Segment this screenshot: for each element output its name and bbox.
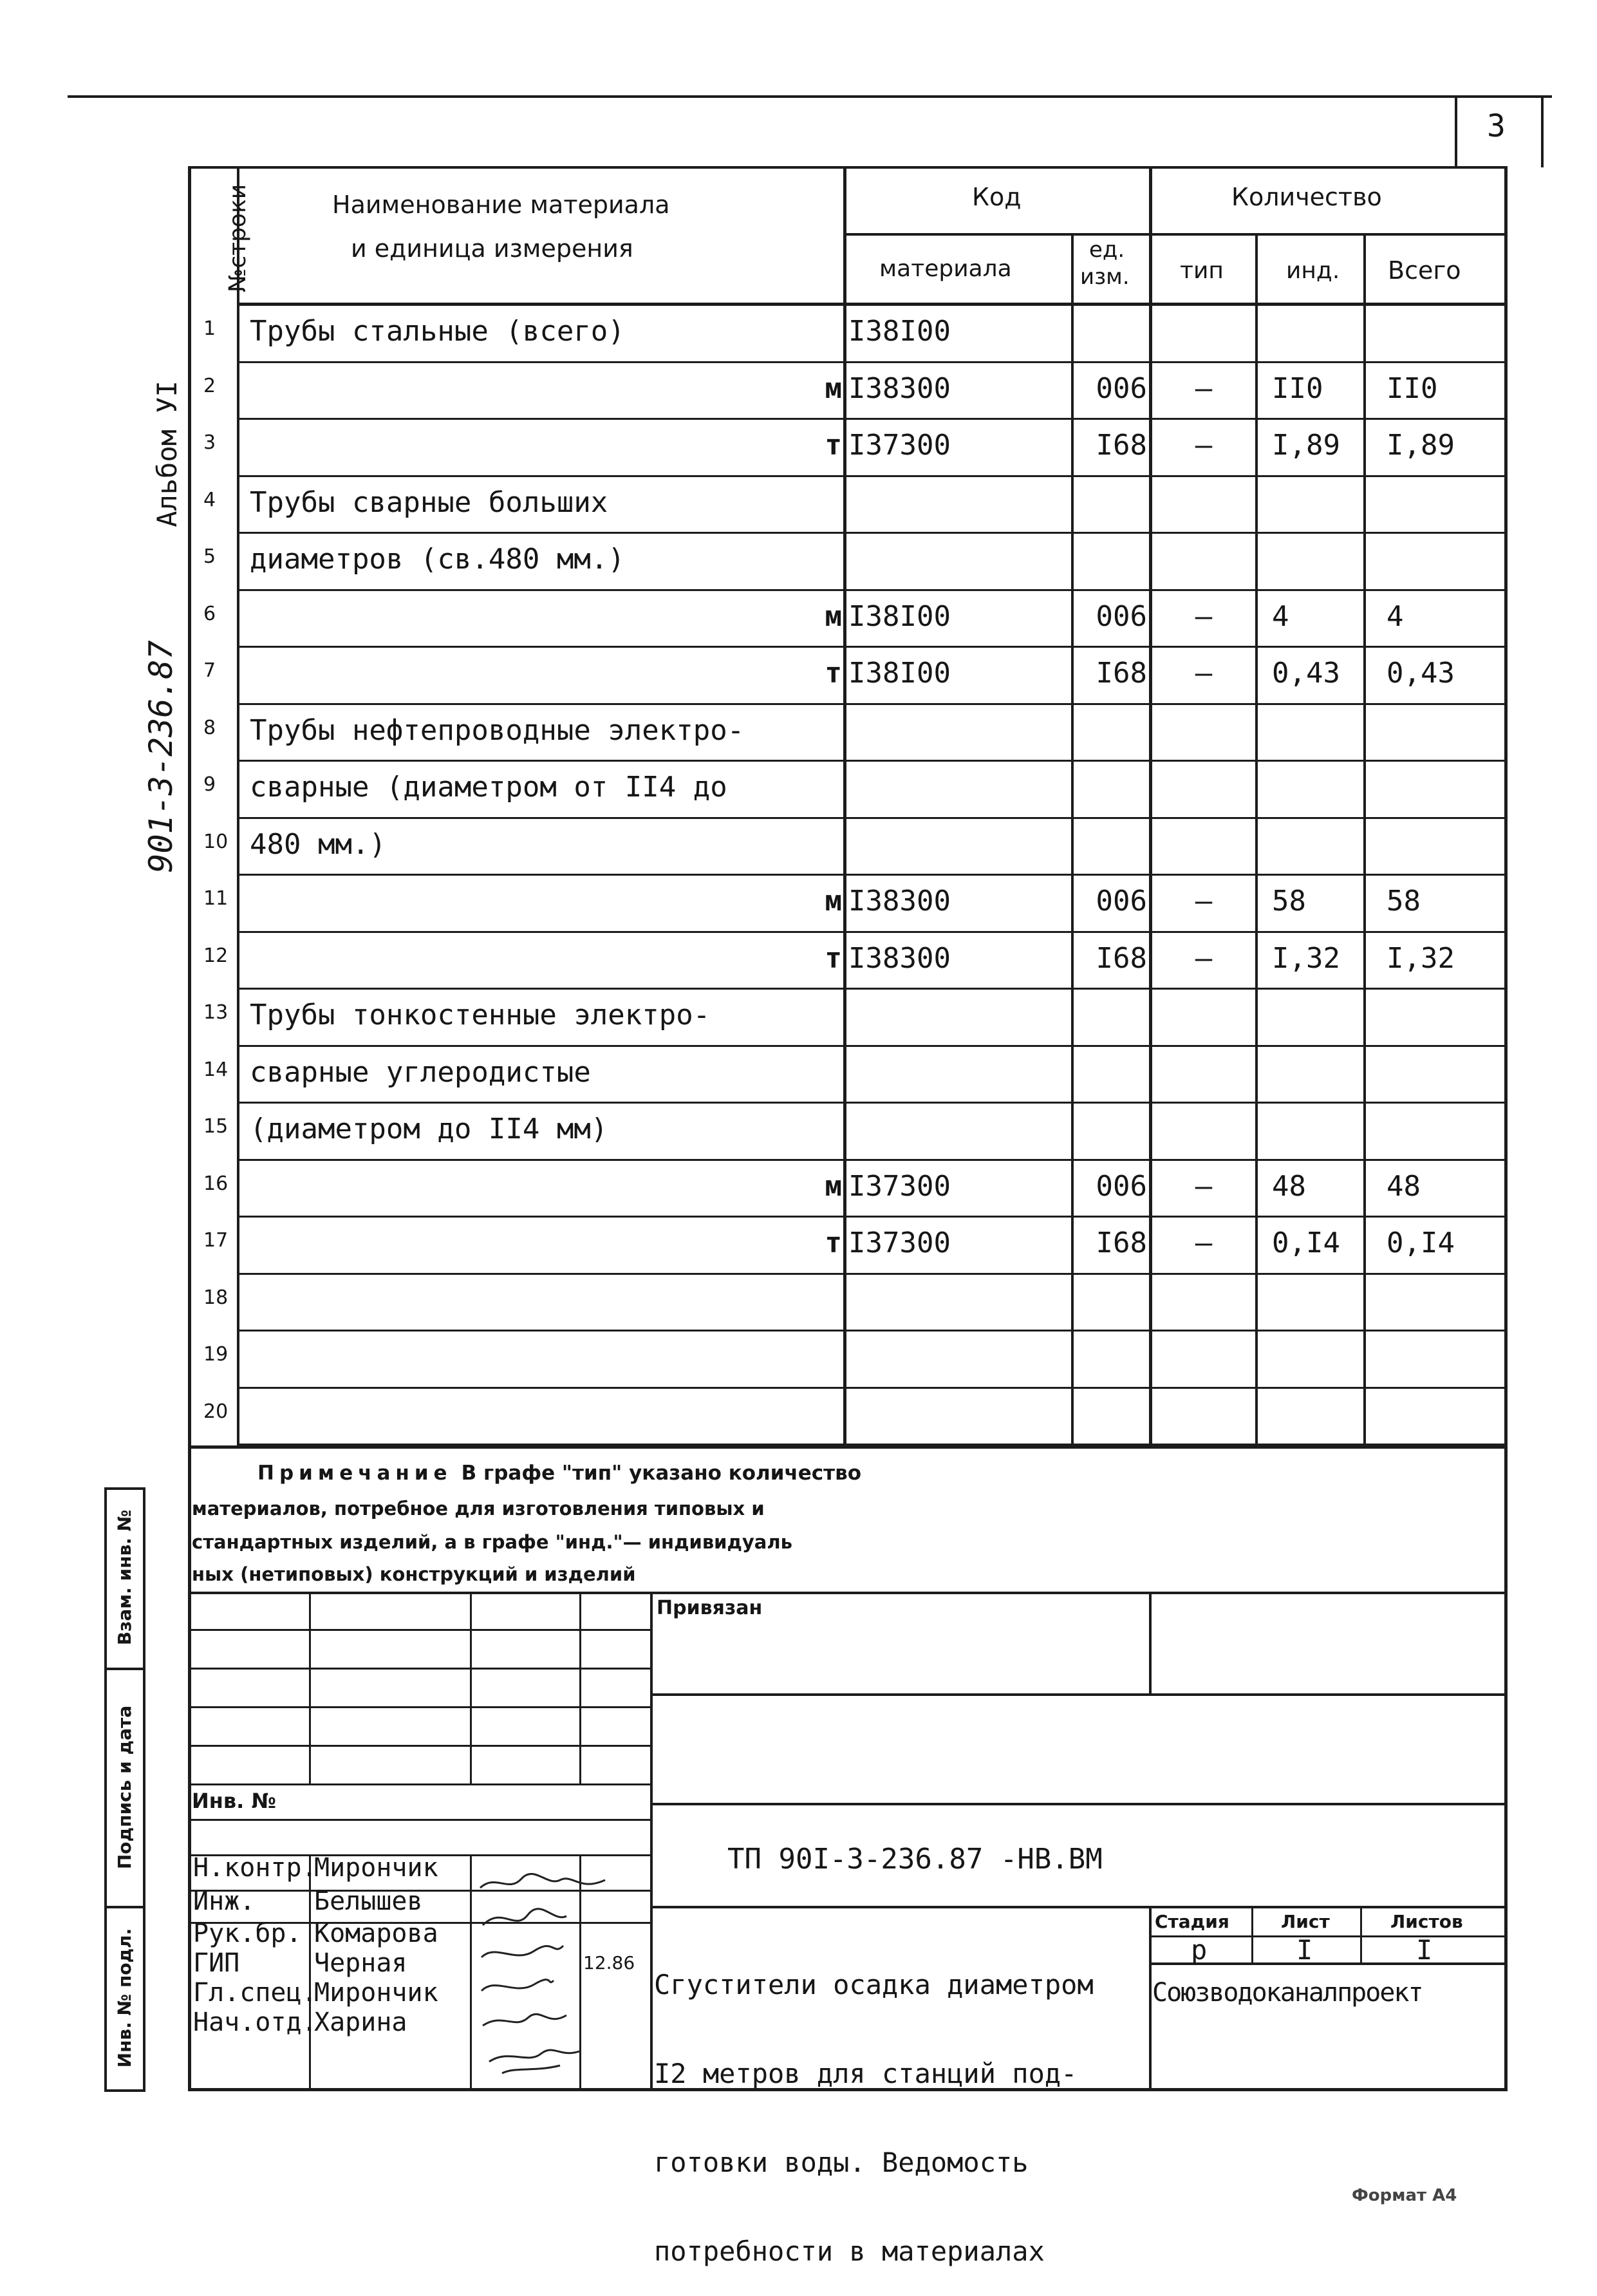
- cell-n: 11: [203, 887, 229, 910]
- cell-name: Трубы сварные больших: [250, 486, 608, 519]
- table-left-border: [188, 166, 191, 1454]
- cell-code: I38300: [848, 885, 951, 917]
- stamp-title-line1: Сгустители осадка диаметром: [654, 1969, 1094, 2000]
- stamp-vline-sheet: [1360, 1906, 1362, 1964]
- header-material: материала: [879, 256, 1012, 282]
- cell-n: 4: [203, 489, 216, 511]
- header-unit-line1: ед.: [1089, 237, 1125, 263]
- stamp-line-designation-top: [650, 1803, 1508, 1805]
- stamp-role: Гл.спец.: [193, 1978, 317, 2008]
- stamp-person-name: Мирончик: [314, 1853, 438, 1883]
- stamp-line-privyazan-top: [188, 1592, 1508, 1594]
- cell-code: I38300: [848, 942, 951, 975]
- row-divider: [237, 475, 1508, 477]
- stamp-vline-stage: [1251, 1906, 1253, 1964]
- cell-ucode: I68: [1096, 657, 1147, 690]
- cell-total: 0,43: [1387, 657, 1455, 690]
- cell-unit: м: [825, 372, 842, 405]
- top-border-line: [68, 95, 1552, 98]
- table-bottom-line: [188, 1445, 1508, 1449]
- row-divider: [237, 1159, 1508, 1161]
- cell-name: Трубы тонкостенные электро-: [250, 999, 711, 1031]
- row-divider: [237, 874, 1508, 876]
- row-divider: [237, 532, 1508, 534]
- stamp-inv-no: Инв. №: [192, 1789, 276, 1813]
- note-line2: материалов, потребное для изготовления типовых и: [192, 1498, 765, 1520]
- stamp-title-line3: готовки воды. Ведомость: [654, 2147, 1029, 2178]
- sig-vline-1-top: [309, 1592, 311, 1785]
- cell-total: I,32: [1387, 942, 1455, 975]
- cell-type: –: [1195, 885, 1213, 917]
- cell-n: 5: [203, 545, 216, 568]
- col-line-ind: [1363, 233, 1366, 1447]
- sig-hline-6: [188, 1819, 651, 1821]
- cell-ind: 58: [1272, 885, 1306, 917]
- cell-name: сварные (диаметром от II4 до: [250, 771, 727, 804]
- cell-code: I38I00: [848, 657, 951, 690]
- header-top-line: [188, 166, 1508, 169]
- margin-strip-top: [104, 1487, 145, 1490]
- cell-type: –: [1195, 1227, 1213, 1259]
- cell-n: 17: [203, 1229, 229, 1252]
- stamp-right-border: [1504, 1445, 1508, 2089]
- cell-n: 2: [203, 375, 216, 397]
- cell-n: 10: [203, 831, 229, 853]
- cell-ucode: I68: [1096, 1227, 1147, 1259]
- cell-ucode: I68: [1096, 429, 1147, 462]
- stamp-role: Инж.: [193, 1887, 256, 1916]
- cell-total: II0: [1387, 372, 1438, 405]
- sig-hline-1: [188, 1629, 651, 1631]
- note-label: Примечание: [257, 1462, 453, 1485]
- cell-name: диаметров (св.480 мм.): [250, 543, 625, 576]
- cell-name: Трубы стальные (всего): [250, 315, 625, 348]
- cell-unit: м: [825, 600, 842, 633]
- col-line-type: [1255, 233, 1258, 1447]
- stamp-role: ГИП: [193, 1948, 240, 1978]
- cell-unit: т: [825, 429, 842, 462]
- header-unit-line2: изм.: [1080, 264, 1130, 290]
- header-quantity: Количество: [1231, 183, 1382, 211]
- cell-n: 13: [203, 1001, 229, 1024]
- margin-strip-bottom: [104, 2089, 145, 2092]
- header-code: Код: [972, 183, 1022, 211]
- cell-unit: т: [825, 1227, 842, 1259]
- note-line1: [257, 1462, 861, 1485]
- stamp-privyazan: Привязан: [657, 1597, 763, 1619]
- cell-code: I37300: [848, 1227, 951, 1259]
- cell-code: I38I00: [848, 600, 951, 633]
- row-divider: [237, 988, 1508, 990]
- note-line3: стандартных изделий, а в графе "инд."— индивидуаль: [192, 1531, 792, 1553]
- note-text: В графе "тип" указано количество: [461, 1462, 862, 1485]
- row-divider: [237, 361, 1508, 363]
- sig-hline-2: [188, 1668, 651, 1670]
- cell-total: 4: [1387, 600, 1404, 633]
- header-name-line1: Наименование материала: [332, 191, 670, 219]
- header-type: тип: [1180, 258, 1224, 284]
- margin-strip-outer: [104, 1487, 107, 2091]
- margin-podpis-data: Подпись и дата: [114, 1705, 135, 1870]
- stamp-person-name: Мирончик: [314, 1978, 438, 2008]
- stamp-vline-title-org: [1149, 1906, 1152, 2089]
- cell-ind: I,89: [1272, 429, 1340, 462]
- row-divider: [237, 646, 1508, 648]
- cell-type: –: [1195, 600, 1213, 633]
- album-label: Альбом УI: [151, 381, 183, 527]
- header-row-number: №строки: [225, 183, 251, 293]
- cell-ind: II0: [1272, 372, 1323, 405]
- stamp-vline-main: [650, 1592, 653, 2089]
- stamp-vline-privyazan: [1149, 1592, 1152, 1695]
- header-bottom-line: [237, 303, 1508, 306]
- margin-strip-div1: [104, 1668, 145, 1670]
- cell-n: 20: [203, 1400, 229, 1423]
- row-divider: [237, 1387, 1508, 1389]
- cell-n: 15: [203, 1115, 229, 1138]
- col-line-unitcode: [1149, 166, 1152, 1447]
- cell-ind: 0,I4: [1272, 1227, 1340, 1259]
- row-divider: [237, 1330, 1508, 1331]
- margin-inv-podl: Инв. № подл.: [114, 1928, 135, 2068]
- stamp-role: Н.контр.: [193, 1853, 317, 1883]
- cell-name: (диаметром до II4 мм): [250, 1113, 608, 1145]
- cell-code: I37300: [848, 1170, 951, 1203]
- cell-type: –: [1195, 942, 1213, 975]
- cell-ucode: 006: [1096, 600, 1147, 633]
- header-total: Всего: [1388, 256, 1461, 285]
- stamp-organization: Союзводоканалпроект: [1152, 1978, 1423, 2008]
- col-line-code: [1071, 233, 1074, 1447]
- cell-n: 12: [203, 945, 229, 967]
- cell-code: I37300: [848, 429, 951, 462]
- stamp-sheet-label: Лист: [1281, 1911, 1330, 1932]
- cell-unit: м: [825, 1170, 842, 1203]
- cell-unit: м: [825, 885, 842, 917]
- cell-ucode: 006: [1096, 1170, 1147, 1203]
- format-label: Формат А4: [1352, 2186, 1457, 2205]
- cell-ind: 48: [1272, 1170, 1306, 1203]
- row-divider: [237, 760, 1508, 762]
- cell-n: 6: [203, 603, 216, 625]
- stamp-designation: ТП 90I-3-236.87 -НВ.ВМ: [727, 1843, 1103, 1876]
- cell-name: сварные углеродистые: [250, 1056, 591, 1089]
- cell-name: 480 мм.): [250, 828, 386, 861]
- cell-n: 9: [203, 773, 216, 796]
- stamp-date: 12.86: [583, 1952, 635, 1973]
- row-divider: [237, 1102, 1508, 1104]
- col-line-name: [843, 166, 846, 1447]
- stamp-sheet-value: I: [1296, 1934, 1313, 1966]
- page-number-box-right: [1541, 97, 1544, 167]
- cell-type: –: [1195, 429, 1213, 462]
- stamp-sheets-value: I: [1416, 1934, 1433, 1966]
- cell-ind: 4: [1272, 600, 1289, 633]
- sig-hline-5: [188, 1783, 651, 1785]
- stamp-title-line4: потребности в материалах: [654, 2235, 1045, 2267]
- cell-name: Трубы нефтепроводные электро-: [250, 714, 745, 747]
- stamp-title-line2: I2 метров для станций под-: [654, 2058, 1078, 2089]
- note-line4: ных (нетиповых) конструкций и изделий: [192, 1563, 636, 1585]
- stamp-title: [654, 1911, 1094, 2296]
- table-right-border: [1504, 166, 1508, 1454]
- cell-n: 18: [203, 1286, 229, 1309]
- sig-vline-3-top: [579, 1592, 581, 1785]
- stamp-left-border: [188, 1445, 191, 2089]
- row-divider: [237, 703, 1508, 705]
- sig-vline-2-bottom: [470, 1854, 472, 2089]
- stamp-line-designation-bottom: [650, 1906, 1508, 1908]
- cell-n: 7: [203, 659, 216, 682]
- header-name-line2: и единица измерения: [351, 234, 633, 263]
- cell-unit: т: [825, 657, 842, 690]
- page-number: 3: [1487, 108, 1506, 144]
- header-mid-line: [843, 233, 1508, 236]
- row-divider: [237, 1273, 1508, 1275]
- stamp-stage-value: р: [1191, 1934, 1208, 1966]
- stamp-line-privyazan-bottom: [650, 1693, 1508, 1696]
- margin-strip-div2: [104, 1906, 145, 1908]
- signatures-drawing: [476, 1861, 650, 2093]
- page-number-box-left: [1455, 97, 1457, 167]
- sig-vline-2-top: [470, 1592, 472, 1785]
- stamp-role: Рук.бр.: [193, 1919, 302, 1948]
- sig-vline-1-bottom: [309, 1854, 311, 2089]
- cell-total: I,89: [1387, 429, 1455, 462]
- cell-type: –: [1195, 657, 1213, 690]
- stamp-person-name: Черная: [314, 1948, 407, 1978]
- stamp-person-name: Харина: [314, 2008, 407, 2037]
- stamp-person-name: Белышев: [314, 1887, 423, 1916]
- cell-type: –: [1195, 372, 1213, 405]
- cell-n: 19: [203, 1343, 229, 1366]
- cell-n: 16: [203, 1172, 229, 1195]
- cell-code: I38I00: [848, 315, 951, 348]
- sig-hline-4: [188, 1745, 651, 1747]
- cell-ind: I,32: [1272, 942, 1340, 975]
- cell-total: 0,I4: [1387, 1227, 1455, 1259]
- cell-total: 48: [1387, 1170, 1421, 1203]
- cell-total: 58: [1387, 885, 1421, 917]
- cell-ucode: 006: [1096, 372, 1147, 405]
- cell-n: 14: [203, 1059, 229, 1081]
- cell-n: 8: [203, 717, 216, 739]
- cell-n: 1: [203, 317, 216, 340]
- cell-type: –: [1195, 1170, 1213, 1203]
- stamp-person-name: Комарова: [314, 1919, 438, 1948]
- row-divider: [237, 1216, 1508, 1218]
- project-code-handwritten: 901-3-236.87: [142, 640, 180, 873]
- header-individual: инд.: [1286, 258, 1340, 284]
- cell-ucode: 006: [1096, 885, 1147, 917]
- row-divider: [237, 931, 1508, 933]
- cell-n: 3: [203, 431, 216, 454]
- row-divider: [237, 589, 1508, 591]
- col-line-rowno: [237, 166, 239, 1447]
- stamp-role: Нач.отд.: [193, 2008, 317, 2037]
- margin-strip-inner: [143, 1487, 145, 2091]
- row-divider: [237, 1045, 1508, 1047]
- sig-hline-3: [188, 1706, 651, 1708]
- cell-ind: 0,43: [1272, 657, 1340, 690]
- cell-unit: т: [825, 942, 842, 975]
- cell-code: I38300: [848, 372, 951, 405]
- cell-ucode: I68: [1096, 942, 1147, 975]
- margin-vzam-inv: Взам. инв. №: [114, 1509, 135, 1646]
- stamp-stage-label: Стадия: [1155, 1911, 1229, 1932]
- stamp-sheets-label: Листов: [1390, 1911, 1463, 1932]
- row-divider: [237, 418, 1508, 420]
- row-divider: [237, 817, 1508, 819]
